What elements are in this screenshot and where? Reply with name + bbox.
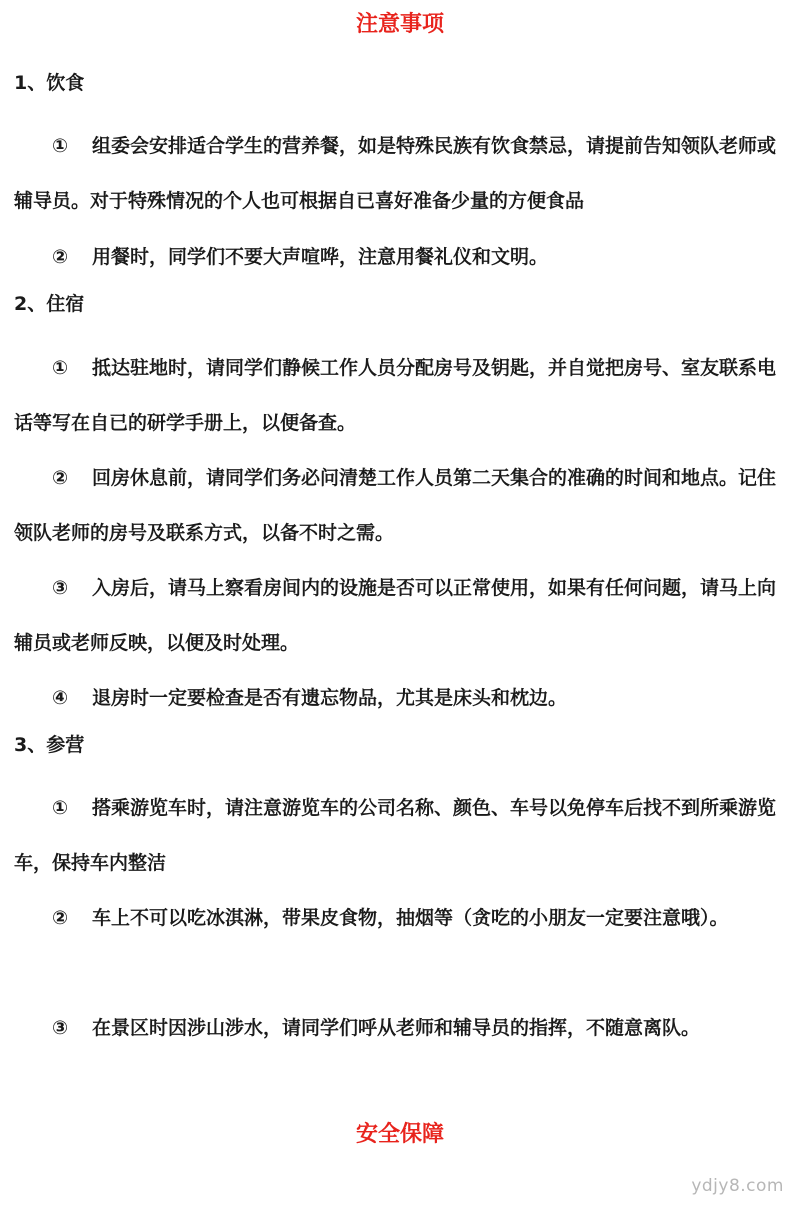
item-number: ① xyxy=(52,357,69,379)
item-text: 组委会安排适合学生的营养餐，如是特殊民族有饮食禁忌，请提前告知领队老师或辅导员。对于特殊情况的个人也可根据自已喜好准备少量的方便食品 xyxy=(14,135,777,212)
list-item xyxy=(14,891,784,946)
item-number: ① xyxy=(52,797,69,819)
footer-title: 安全保障 xyxy=(355,1122,444,1147)
watermark: ydjy8.com xyxy=(691,1176,784,1196)
list-item xyxy=(14,1001,784,1056)
section-heading-lodging: 2、住宿 xyxy=(14,293,85,315)
item-text: 用餐时，同学们不要大声喧哗，注意用餐礼仪和文明。 xyxy=(92,246,549,268)
item-text: 入房后，请马上察看房间内的设施是否可以正常使用，如果有任何问题，请马上向辅员或老师反映，以便及时处理。 xyxy=(14,577,777,654)
item-number: ④ xyxy=(52,687,69,709)
item-text: 抵达驻地时，请同学们静候工作人员分配房号及钥匙，并自觉把房号、室友联系电话等写在自已的研学手册上，以便备查。 xyxy=(14,357,777,434)
item-number: ① xyxy=(52,135,69,157)
list-item xyxy=(14,451,784,561)
list-item xyxy=(14,781,784,891)
item-number: ② xyxy=(52,246,69,268)
list-item xyxy=(14,671,784,726)
list-item xyxy=(14,119,784,229)
list-item xyxy=(14,230,784,285)
list-item xyxy=(14,341,784,451)
item-text: 在景区时因涉山涉水，请同学们呼从老师和辅导员的指挥，不随意离队。 xyxy=(92,1017,701,1039)
item-number: ② xyxy=(52,907,69,929)
item-text: 车上不可以吃冰淇淋，带果皮食物，抽烟等（贪吃的小朋友一定要注意哦）。 xyxy=(92,907,729,929)
page-title: 注意事项 xyxy=(355,12,444,37)
item-number: ② xyxy=(52,467,69,489)
item-text: 退房时一定要检查是否有遗忘物品，尤其是床头和枕边。 xyxy=(92,687,568,709)
section-heading-diet: 1、饮食 xyxy=(14,72,85,94)
item-text: 回房休息前，请同学们务必问清楚工作人员第二天集合的准确的时间和地点。记住领队老师的房号及联系方式，以备不时之需。 xyxy=(14,467,777,544)
section-heading-camp: 3、参营 xyxy=(14,734,85,756)
item-number: ③ xyxy=(52,577,69,599)
item-number: ③ xyxy=(52,1017,69,1039)
item-text: 搭乘游览车时，请注意游览车的公司名称、颜色、车号以免停车后找不到所乘游览车，保持车内整洁 xyxy=(14,797,777,874)
list-item xyxy=(14,561,784,671)
